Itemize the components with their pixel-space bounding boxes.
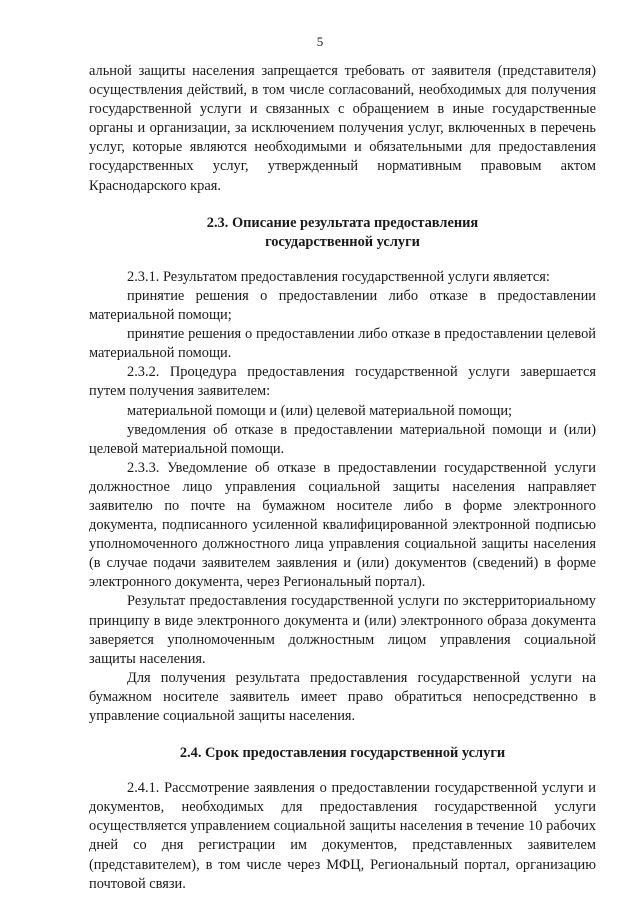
section-2-3-heading-line2: государственной услуги <box>265 233 420 250</box>
paragraph-2-3-3-paper: Для получения результата предоставления государственной услуги на бумажном носителе заявитель имеет право обратиться непосредственно в управление социальной защиты населения. <box>89 669 596 724</box>
paragraph-2-3-2: 2.3.2. Процедура предоставления государственной услуги завершается путем получения заявителем: <box>89 364 596 400</box>
page-number: 5 <box>316 34 324 49</box>
paragraph-2-4-1: 2.4.1. Рассмотрение заявления о предоставлении государственной услуги и документов, необходимых для предоставления государственной услуги осуществляется управлением социальной защиты населения в течение 10 рабочих дней со дня регистрации им документов, представленных заявителем (представителем), в том числе через МФЦ, Региональный портал, организацию почтовой связи. <box>89 780 596 892</box>
section-2-3-heading-line1: 2.3. Описание результата предоставления <box>206 214 479 231</box>
paragraph-2-3-1: 2.3.1. Результатом предоставления государственной услуги является: <box>127 268 550 285</box>
document-body <box>89 62 596 894</box>
section-2-3-heading <box>89 214 596 252</box>
paragraph-2-3-2-item-1: материальной помощи и (или) целевой материальной помощи; <box>127 402 513 419</box>
paragraph-2-3-2-item-2: уведомления об отказе в предоставлении материальной помощи и (или) целевой материальной помощи. <box>89 421 596 457</box>
intro-paragraph: альной защиты населения запрещается требовать от заявителя (представителя) осуществления действий, в том числе согласований, необходимых для получения государственной услуги и связанных с обращением в иные государственные органы и организации, за исключением получения услуг, включенных в перечень услуг, которые являются необходимыми и обязательными для предоставления государственных услуг, утвержденный нормативным правовым актом Краснодарского края. <box>89 63 596 194</box>
paragraph-2-3-1-item-1: принятие решения о предоставлении либо отказе в предоставлении материальной помощи; <box>89 287 596 324</box>
paragraph-2-3-1-item-2: принятие решения о предоставлении либо отказе в предоставлении целевой материальной помощи. <box>89 326 596 362</box>
section-2-4-heading: 2.4. Срок предоставления государственной услуги <box>179 745 506 762</box>
paragraph-2-3-3-result: Результат предоставления государственной услуги по экстерриториальному принципу в виде электронного документа и (или) электронного образа документа заверяется уполномоченным должностным лицом управления социальной защиты населения. <box>89 593 596 667</box>
paragraph-2-3-3: 2.3.3. Уведомление об отказе в предоставлении государственной услуги должностное лицо управления социальной защиты населения направляет заявителю по почте на бумажном носителе либо в форме электронного документа, подписанного усиленной квалифицированной электронной подписью уполномоченного должностного лица управления социальной защиты населения (в случае подачи заявителем заявления и (или) документов (сведений) в форме электронного документа, через Региональный портал). <box>89 459 596 591</box>
